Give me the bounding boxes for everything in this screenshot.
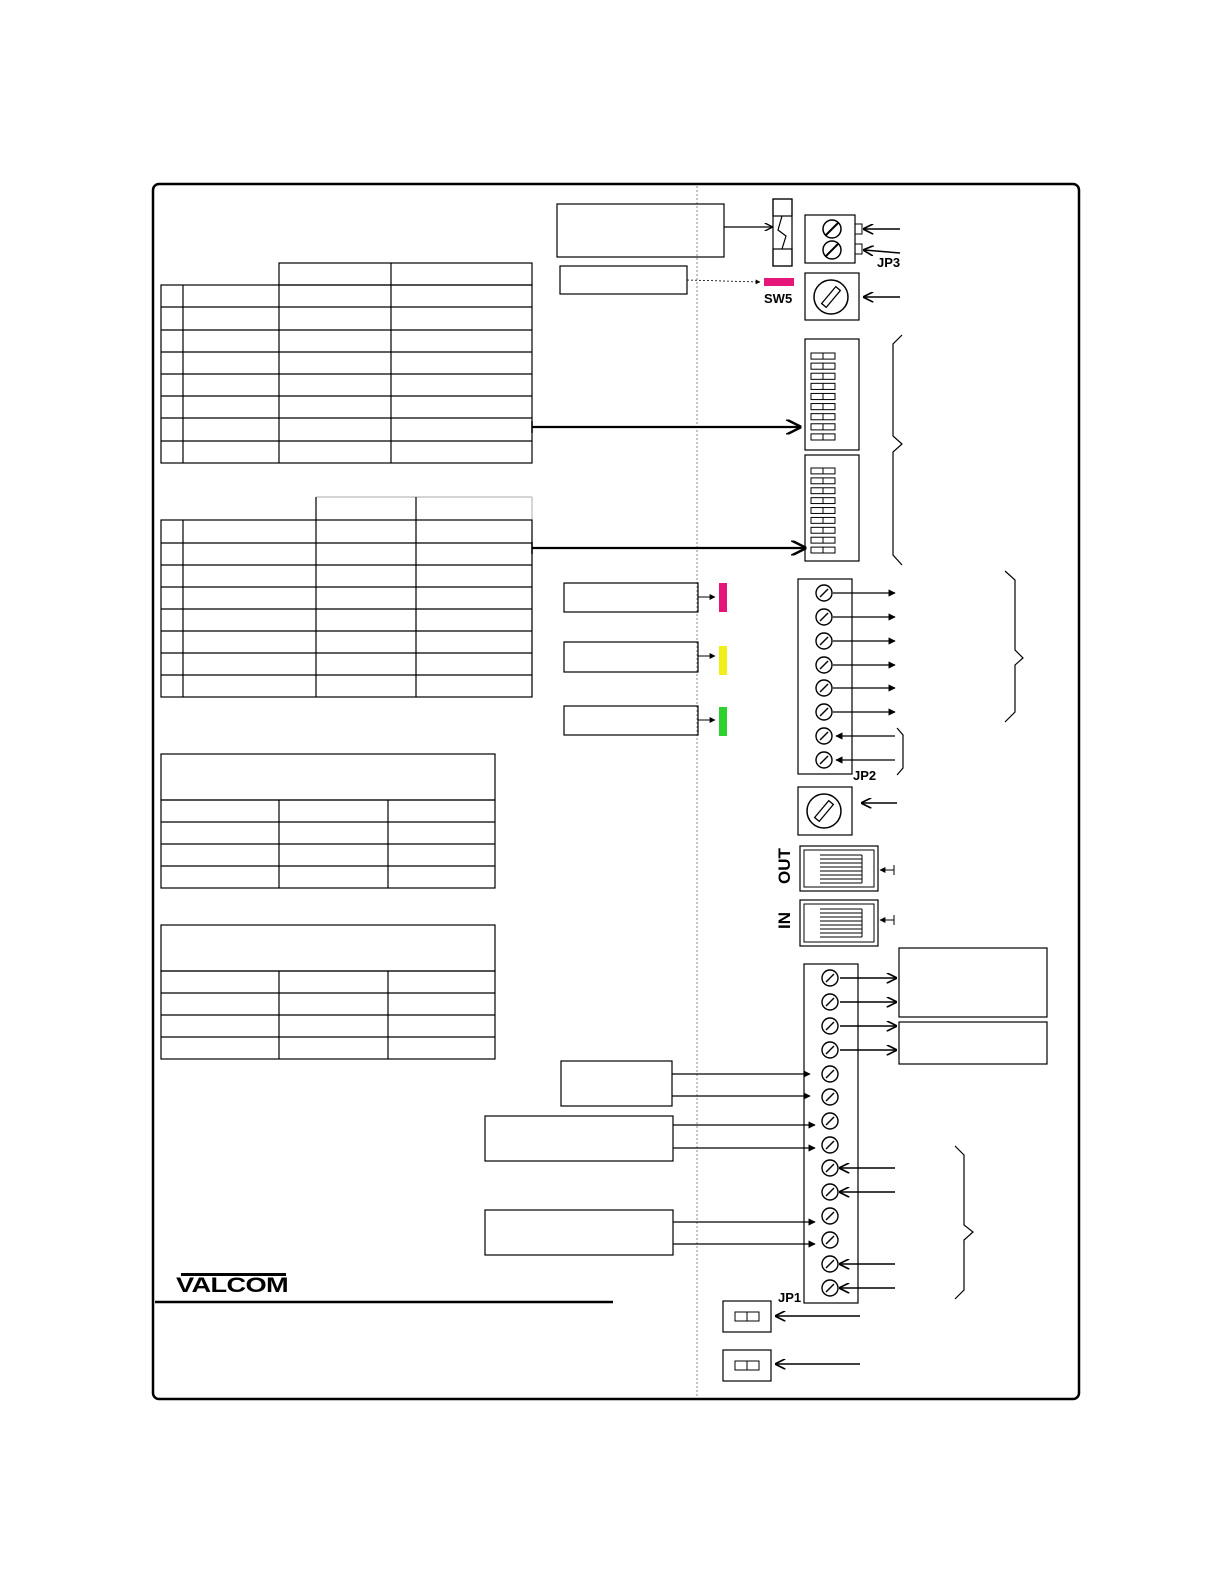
jumper-icon bbox=[723, 1301, 771, 1332]
screw-terminal-icon bbox=[823, 241, 841, 259]
valcom-logo bbox=[176, 1273, 288, 1297]
board-frame bbox=[153, 184, 1079, 1399]
screw-terminal-icon bbox=[822, 1256, 838, 1272]
led-red bbox=[719, 583, 727, 612]
screw-terminal-icon bbox=[816, 609, 832, 625]
led-yellow bbox=[719, 646, 727, 675]
led-red-label-box bbox=[564, 583, 698, 612]
output-box-2 bbox=[899, 1022, 1047, 1064]
jp1-brace bbox=[955, 1146, 973, 1299]
screw-terminal-icon bbox=[822, 1066, 838, 1082]
sw5-label-box bbox=[560, 266, 687, 294]
jumper-icon bbox=[723, 1350, 771, 1381]
screw-terminal-icon bbox=[822, 970, 838, 986]
screw-terminal-icon bbox=[816, 657, 832, 673]
sw5-marker bbox=[764, 278, 794, 286]
jp2-brace-outputs bbox=[1005, 571, 1023, 722]
jp3-terminal-block bbox=[805, 215, 862, 263]
led-green bbox=[719, 707, 727, 736]
screw-terminal-icon bbox=[822, 994, 838, 1010]
rj-jack-out bbox=[800, 846, 878, 891]
screw-terminal-icon bbox=[822, 1089, 838, 1105]
screw-terminal-icon bbox=[816, 752, 832, 768]
output-box-1 bbox=[899, 948, 1047, 1017]
screw-terminal-icon bbox=[822, 1042, 838, 1058]
table-2 bbox=[161, 497, 532, 697]
screw-terminal-icon bbox=[822, 1018, 838, 1034]
jp3-label: JP3 bbox=[877, 255, 901, 270]
out-label: OUT bbox=[775, 848, 794, 884]
jp1-label: JP1 bbox=[778, 1290, 802, 1305]
dip-switch-1 bbox=[805, 339, 859, 450]
dip-brace bbox=[893, 335, 902, 565]
screw-terminal-icon bbox=[822, 1232, 838, 1248]
fuse-icon bbox=[773, 199, 792, 266]
screw-terminal-icon bbox=[822, 1280, 838, 1296]
table-3 bbox=[161, 754, 495, 888]
screw-terminal-icon bbox=[822, 1160, 838, 1176]
screw-terminal-icon bbox=[816, 585, 832, 601]
screw-terminal-icon bbox=[822, 1208, 838, 1224]
screw-terminal-icon bbox=[816, 680, 832, 696]
input-box-3 bbox=[485, 1210, 673, 1255]
jp1-terminal-strip bbox=[804, 964, 858, 1303]
table-4 bbox=[161, 925, 495, 1059]
jp2-terminal-strip bbox=[798, 579, 852, 774]
jp2-brace-inputs bbox=[897, 728, 903, 775]
rotary-switch-icon bbox=[805, 273, 859, 320]
input-box-1 bbox=[561, 1061, 672, 1106]
svg-text:VALCOM: VALCOM bbox=[176, 1274, 289, 1297]
screw-terminal-icon bbox=[816, 633, 832, 649]
led-green-label-box bbox=[564, 706, 698, 735]
rj-jack-in bbox=[800, 900, 878, 946]
rotary-switch-icon bbox=[798, 787, 852, 835]
screw-terminal-icon bbox=[822, 1113, 838, 1129]
screw-terminal-icon bbox=[823, 220, 841, 238]
fuse-label-box bbox=[557, 204, 724, 257]
sw5-label: SW5 bbox=[764, 291, 793, 306]
table-1 bbox=[161, 263, 532, 463]
screw-terminal-icon bbox=[816, 704, 832, 720]
input-box-2 bbox=[485, 1116, 673, 1161]
led-yellow-label-box bbox=[564, 642, 698, 672]
dip-switch-2 bbox=[805, 455, 859, 561]
in-label: IN bbox=[775, 912, 794, 929]
screw-terminal-icon bbox=[822, 1184, 838, 1200]
jp2-label: JP2 bbox=[853, 768, 877, 783]
screw-terminal-icon bbox=[816, 728, 832, 744]
screw-terminal-icon bbox=[822, 1137, 838, 1153]
